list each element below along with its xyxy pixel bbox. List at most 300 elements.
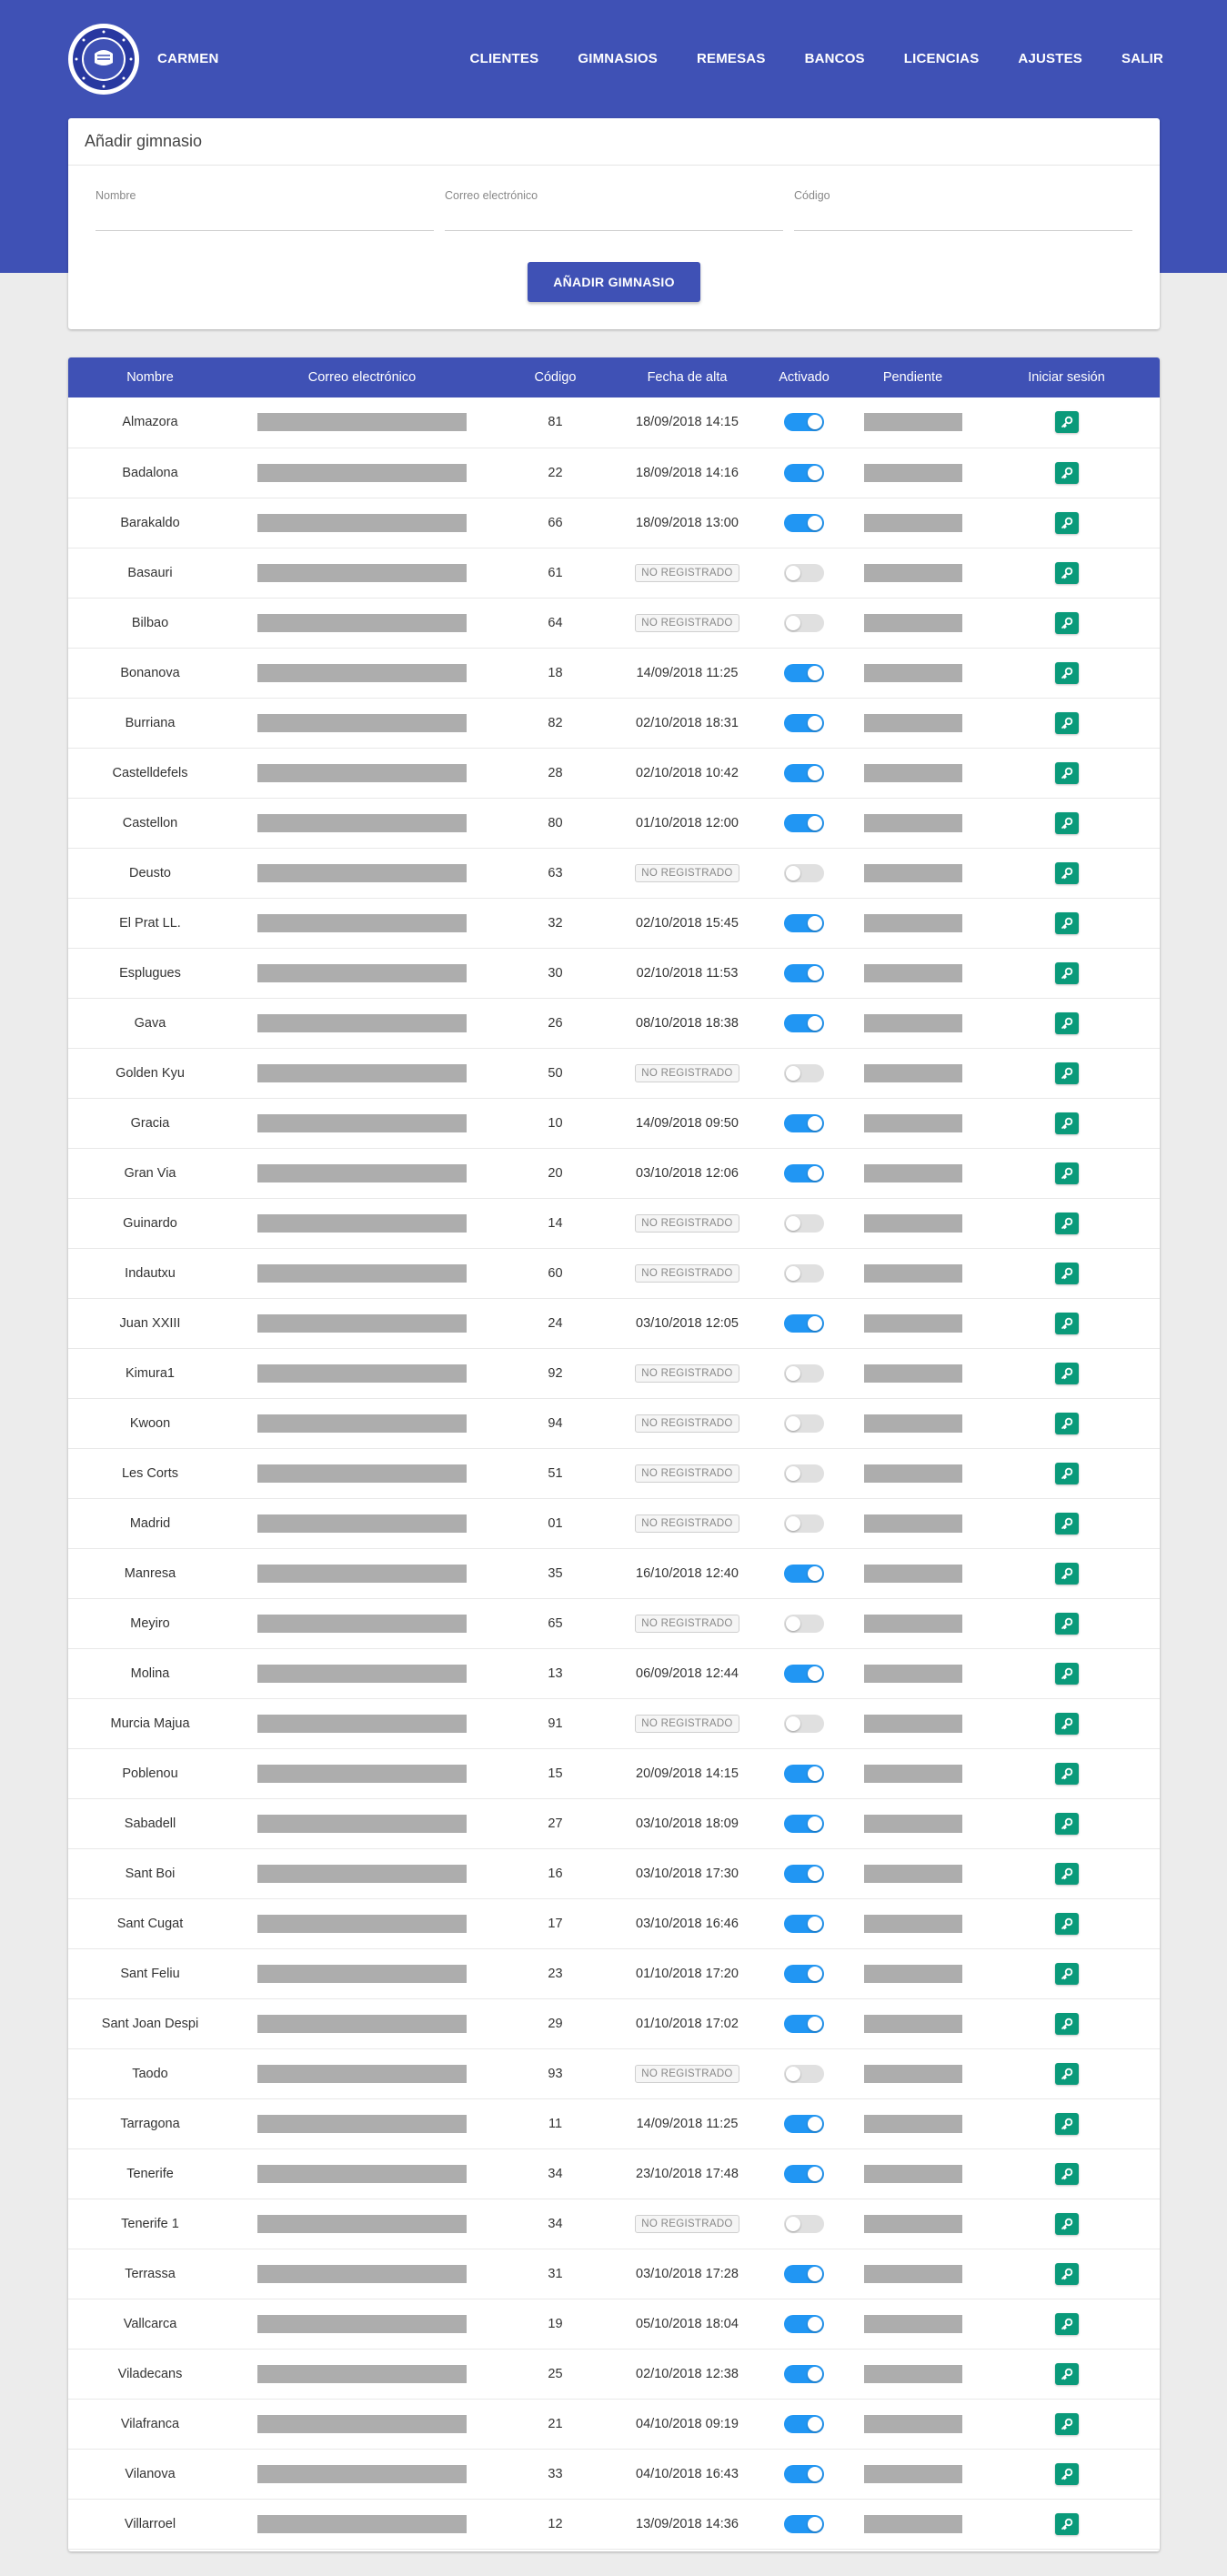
name-cell: Tenerife [126, 2166, 174, 2181]
active-toggle[interactable] [784, 2365, 824, 2383]
login-button[interactable] [1055, 962, 1079, 984]
login-button[interactable] [1055, 1463, 1079, 1484]
name-cell: Gracia [130, 1115, 170, 1131]
redacted-email [257, 1965, 467, 1983]
col-codigo[interactable]: Código [534, 370, 577, 385]
active-toggle[interactable] [784, 464, 824, 482]
code-field-group [794, 189, 1132, 231]
name-cell: Burriana [125, 715, 176, 730]
code-cell: 27 [548, 1816, 563, 1831]
add-gym-button[interactable]: AÑADIR GIMNASIO [528, 262, 700, 302]
active-toggle[interactable] [784, 2315, 824, 2333]
login-cell [973, 798, 1160, 848]
name-cell: Juan XXIII [119, 1315, 181, 1331]
active-toggle[interactable] [784, 1715, 824, 1733]
active-toggle[interactable] [784, 764, 824, 782]
redacted-pending [864, 964, 962, 982]
key-icon [1061, 817, 1073, 830]
name-label: Nombre [96, 189, 136, 202]
login-button[interactable] [1055, 2463, 1079, 2485]
email-cell [232, 748, 492, 798]
date-cell: 02/10/2018 12:38 [636, 2366, 739, 2381]
login-button[interactable] [1055, 2513, 1079, 2535]
active-toggle[interactable] [784, 2515, 824, 2533]
active-toggle[interactable] [784, 1815, 824, 1833]
active-toggle[interactable] [784, 1114, 824, 1132]
redacted-pending [864, 2515, 962, 2533]
active-cell [756, 1348, 852, 1398]
toggle-knob [808, 2467, 822, 2481]
active-toggle[interactable] [784, 2115, 824, 2133]
redacted-pending [864, 1064, 962, 1082]
date-cell: 01/10/2018 17:20 [636, 1966, 739, 1981]
active-toggle[interactable] [784, 2165, 824, 2183]
date-cell: 05/10/2018 18:04 [636, 2316, 739, 2331]
login-button[interactable] [1055, 2213, 1079, 2235]
pending-cell [852, 2499, 973, 2549]
toggle-knob [808, 2017, 822, 2031]
name-cell: Deusto [129, 865, 171, 880]
pending-cell [852, 1948, 973, 1998]
login-button[interactable] [1055, 2063, 1079, 2085]
redacted-email [257, 564, 467, 582]
active-cell [756, 1198, 852, 1248]
active-toggle[interactable] [784, 964, 824, 982]
login-cell [973, 1098, 1160, 1148]
col-iniciar-sesion[interactable]: Iniciar sesión [1028, 370, 1105, 385]
redacted-email [257, 464, 467, 482]
redacted-pending [864, 2315, 962, 2333]
unregistered-badge: NO REGISTRADO [635, 1064, 739, 1082]
name-cell: Gran Via [124, 1165, 176, 1181]
login-button[interactable] [1055, 1313, 1079, 1334]
active-cell [756, 898, 852, 948]
redacted-pending [864, 764, 962, 782]
email-input[interactable] [445, 202, 783, 231]
name-cell: Gava [134, 1015, 166, 1031]
col-nombre[interactable]: Nombre [126, 370, 174, 385]
code-cell: 23 [548, 1966, 563, 1981]
federation-logo[interactable] [68, 24, 139, 95]
date-cell [619, 1348, 756, 1398]
active-toggle[interactable] [784, 1214, 824, 1233]
nav-clientes[interactable]: CLIENTES [469, 51, 539, 66]
active-toggle[interactable] [784, 914, 824, 932]
date-cell: 14/09/2018 11:25 [636, 2116, 739, 2131]
active-toggle[interactable] [784, 1865, 824, 1883]
redacted-pending [864, 2265, 962, 2283]
pending-cell [852, 1048, 973, 1098]
login-button[interactable] [1055, 2263, 1079, 2285]
login-button[interactable] [1055, 2013, 1079, 2035]
login-cell [973, 598, 1160, 648]
nav-bancos[interactable]: BANCOS [804, 51, 865, 66]
key-icon [1061, 2068, 1073, 2080]
login-button[interactable] [1055, 462, 1079, 484]
email-cell [232, 1048, 492, 1098]
active-toggle[interactable] [784, 2265, 824, 2283]
pending-cell [852, 1848, 973, 1898]
active-toggle[interactable] [784, 1615, 824, 1633]
redacted-pending [864, 2015, 962, 2033]
date-cell [619, 1448, 756, 1498]
active-toggle[interactable] [784, 614, 824, 632]
code-input[interactable] [794, 202, 1132, 231]
nav-ajustes[interactable]: AJUSTES [1018, 51, 1082, 66]
active-cell [756, 2098, 852, 2148]
code-cell: 80 [548, 815, 563, 830]
active-cell [756, 1498, 852, 1548]
login-button[interactable] [1055, 762, 1079, 784]
email-cell [232, 1298, 492, 1348]
pending-cell [852, 2199, 973, 2249]
email-cell [232, 1098, 492, 1148]
active-cell [756, 2499, 852, 2549]
date-cell: 08/10/2018 18:38 [636, 1015, 739, 1031]
login-button[interactable] [1055, 1513, 1079, 1535]
key-icon [1061, 517, 1073, 529]
table-row [68, 2098, 1160, 2148]
redacted-pending [864, 1615, 962, 1633]
redacted-email [257, 1865, 467, 1883]
login-button[interactable] [1055, 612, 1079, 634]
active-toggle[interactable] [784, 1915, 824, 1933]
code-cell: 61 [548, 565, 563, 580]
login-cell [973, 648, 1160, 698]
key-icon [1061, 767, 1073, 780]
redacted-email [257, 1915, 467, 1933]
active-cell [756, 2299, 852, 2349]
login-button[interactable] [1055, 1713, 1079, 1735]
code-cell: 93 [548, 2066, 563, 2081]
table-row [68, 1748, 1160, 1798]
email-cell [232, 2048, 492, 2098]
toggle-knob [808, 415, 822, 429]
active-cell [756, 2349, 852, 2399]
pending-cell [852, 1798, 973, 1848]
name-cell: Esplugues [119, 965, 181, 981]
name-cell: Les Corts [121, 1465, 179, 1481]
toggle-knob [808, 2317, 822, 2331]
code-cell: 12 [548, 2516, 563, 2531]
login-button[interactable] [1055, 512, 1079, 534]
active-toggle[interactable] [784, 2215, 824, 2233]
key-icon [1061, 2368, 1073, 2380]
key-icon [1061, 917, 1073, 930]
table-row [68, 698, 1160, 748]
active-toggle[interactable] [784, 2015, 824, 2033]
email-cell [232, 648, 492, 698]
login-button[interactable] [1055, 912, 1079, 934]
login-cell [973, 1848, 1160, 1898]
login-button[interactable] [1055, 862, 1079, 884]
redacted-pending [864, 1815, 962, 1833]
login-button[interactable] [1055, 1913, 1079, 1935]
code-cell: 28 [548, 765, 563, 780]
active-toggle[interactable] [784, 2065, 824, 2083]
code-cell: 29 [548, 2016, 563, 2031]
pending-cell [852, 598, 973, 648]
login-button[interactable] [1055, 812, 1079, 834]
pending-cell [852, 397, 973, 448]
code-cell: 10 [548, 1115, 563, 1131]
toggle-knob [786, 616, 800, 630]
date-cell [619, 1048, 756, 1098]
email-cell [232, 1948, 492, 1998]
table-row [68, 1148, 1160, 1198]
email-cell [232, 948, 492, 998]
name-cell: Sant Boi [125, 1866, 176, 1881]
login-button[interactable] [1055, 1563, 1079, 1585]
date-cell: 16/10/2018 12:40 [636, 1565, 739, 1581]
name-cell: Bonanova [120, 665, 180, 680]
active-cell [756, 1548, 852, 1598]
table-row [68, 948, 1160, 998]
redacted-email [257, 2015, 467, 2033]
login-button[interactable] [1055, 1363, 1079, 1384]
table-row [68, 548, 1160, 598]
redacted-email [257, 2065, 467, 2083]
name-cell: Sant Cugat [116, 1916, 184, 1931]
pending-cell [852, 998, 973, 1048]
redacted-email [257, 714, 467, 732]
name-cell: Molina [130, 1665, 170, 1681]
key-icon [1061, 1217, 1073, 1230]
email-cell [232, 798, 492, 848]
nav-gimnasios[interactable]: GIMNASIOS [578, 51, 658, 66]
active-toggle[interactable] [784, 664, 824, 682]
name-cell: Vilanova [125, 2466, 176, 2481]
login-button[interactable] [1055, 2313, 1079, 2335]
login-button[interactable] [1055, 662, 1079, 684]
active-cell [756, 2449, 852, 2499]
code-cell: 25 [548, 2366, 563, 2381]
login-button[interactable] [1055, 1613, 1079, 1635]
date-cell: 14/09/2018 11:25 [636, 665, 739, 680]
login-cell [973, 1598, 1160, 1648]
table-row [68, 1298, 1160, 1348]
login-button[interactable] [1055, 1162, 1079, 1184]
login-button[interactable] [1055, 1663, 1079, 1685]
unregistered-badge: NO REGISTRADO [635, 1514, 739, 1533]
add-gym-title: Añadir gimnasio [68, 118, 1160, 166]
active-toggle[interactable] [784, 2465, 824, 2483]
login-button[interactable] [1055, 1763, 1079, 1785]
login-button[interactable] [1055, 1963, 1079, 1985]
active-toggle[interactable] [784, 1464, 824, 1483]
nav-salir[interactable]: SALIR [1121, 51, 1163, 66]
unregistered-badge: NO REGISTRADO [635, 2215, 739, 2233]
email-cell [232, 397, 492, 448]
key-icon [1061, 2268, 1073, 2280]
redacted-pending [864, 1915, 962, 1933]
date-cell: 03/10/2018 17:28 [636, 2266, 739, 2281]
pending-cell [852, 1448, 973, 1498]
login-button[interactable] [1055, 1062, 1079, 1084]
login-cell [973, 498, 1160, 548]
code-cell: 66 [548, 515, 563, 530]
nav-licencias[interactable]: LICENCIAS [903, 51, 980, 66]
name-cell: Terrassa [125, 2266, 176, 2281]
redacted-pending [864, 1414, 962, 1433]
active-toggle[interactable] [784, 514, 824, 532]
login-button[interactable] [1055, 411, 1079, 433]
redacted-pending [864, 2215, 962, 2233]
pending-cell [852, 1348, 973, 1398]
pending-cell [852, 948, 973, 998]
active-cell [756, 1098, 852, 1148]
unregistered-badge: NO REGISTRADO [635, 1264, 739, 1283]
name-cell: Taodo [132, 2066, 168, 2081]
toggle-knob [786, 1716, 800, 1731]
redacted-email [257, 2415, 467, 2433]
login-button[interactable] [1055, 2413, 1079, 2435]
table-row [68, 2349, 1160, 2399]
redacted-pending [864, 1565, 962, 1583]
active-toggle[interactable] [784, 1765, 824, 1783]
login-cell [973, 1248, 1160, 1298]
name-cell: Vallcarca [123, 2316, 177, 2331]
active-toggle[interactable] [784, 1965, 824, 1983]
pending-cell [852, 898, 973, 948]
col-activado[interactable]: Activado [779, 370, 830, 385]
active-cell [756, 598, 852, 648]
unregistered-badge: NO REGISTRADO [635, 1715, 739, 1733]
login-button[interactable] [1055, 1012, 1079, 1034]
login-button[interactable] [1055, 1863, 1079, 1885]
email-cell [232, 2199, 492, 2249]
date-cell [619, 2048, 756, 2098]
key-icon [1061, 1067, 1073, 1080]
key-icon [1061, 667, 1073, 679]
unregistered-badge: NO REGISTRADO [635, 864, 739, 882]
redacted-pending [864, 714, 962, 732]
table-row [68, 598, 1160, 648]
login-button[interactable] [1055, 562, 1079, 584]
active-toggle[interactable] [784, 1014, 824, 1032]
key-icon [1061, 1667, 1073, 1680]
code-cell: 21 [548, 2416, 563, 2431]
table-row [68, 2048, 1160, 2098]
key-icon [1061, 1267, 1073, 1280]
pending-cell [852, 548, 973, 598]
login-button[interactable] [1055, 1413, 1079, 1434]
top-navigation [68, 25, 1163, 93]
key-icon [1061, 2518, 1073, 2531]
redacted-pending [864, 1765, 962, 1783]
col-pendiente[interactable]: Pendiente [882, 370, 943, 385]
toggle-knob [808, 2167, 822, 2181]
toggle-knob [808, 816, 822, 830]
nav-remesas[interactable]: REMESAS [696, 51, 766, 66]
email-cell [232, 2399, 492, 2449]
pending-cell [852, 2449, 973, 2499]
code-cell: 20 [548, 1165, 563, 1181]
redacted-pending [864, 1314, 962, 1333]
date-cell [619, 2199, 756, 2249]
active-cell [756, 748, 852, 798]
active-toggle[interactable] [784, 2415, 824, 2433]
active-toggle[interactable] [784, 864, 824, 882]
pending-cell [852, 2299, 973, 2349]
login-button[interactable] [1055, 1213, 1079, 1234]
login-button[interactable] [1055, 1112, 1079, 1134]
active-toggle[interactable] [784, 1565, 824, 1583]
login-button[interactable] [1055, 2163, 1079, 2185]
login-button[interactable] [1055, 712, 1079, 734]
active-toggle[interactable] [784, 814, 824, 832]
active-cell [756, 1598, 852, 1648]
active-toggle[interactable] [784, 1264, 824, 1283]
toggle-knob [808, 666, 822, 680]
email-cell [232, 1548, 492, 1598]
login-button[interactable] [1055, 1813, 1079, 1835]
login-cell [973, 1748, 1160, 1798]
unregistered-badge: NO REGISTRADO [635, 614, 739, 632]
col-correo[interactable]: Correo electrónico [307, 370, 417, 385]
code-cell: 13 [548, 1665, 563, 1681]
toggle-knob [808, 1016, 822, 1031]
active-toggle[interactable] [784, 1665, 824, 1683]
key-icon [1061, 967, 1073, 980]
name-cell: Poblenou [122, 1766, 178, 1781]
key-icon [1061, 467, 1073, 479]
code-cell: 92 [548, 1365, 563, 1381]
login-button[interactable] [1055, 1263, 1079, 1284]
login-button[interactable] [1055, 2113, 1079, 2135]
code-cell: 26 [548, 1015, 563, 1031]
code-cell: 81 [548, 415, 563, 430]
active-cell [756, 1448, 852, 1498]
key-icon [1061, 1967, 1073, 1980]
email-cell [232, 548, 492, 598]
key-icon [1061, 1167, 1073, 1180]
toggle-knob [808, 916, 822, 931]
name-input[interactable] [96, 202, 434, 231]
email-cell [232, 1348, 492, 1398]
redacted-email [257, 2465, 467, 2483]
name-cell: Golden Kyu [116, 1065, 185, 1081]
login-button[interactable] [1055, 2363, 1079, 2385]
col-fecha-alta[interactable]: Fecha de alta [647, 370, 728, 385]
redacted-email [257, 2165, 467, 2183]
key-icon [1061, 1617, 1073, 1630]
table-row [68, 748, 1160, 798]
pending-cell [852, 1998, 973, 2048]
active-toggle[interactable] [784, 1364, 824, 1383]
active-toggle[interactable] [784, 1064, 824, 1082]
active-toggle[interactable] [784, 564, 824, 582]
login-cell [973, 1398, 1160, 1448]
login-cell [973, 2299, 1160, 2349]
name-cell: Villarroel [124, 2516, 176, 2531]
redacted-pending [864, 864, 962, 882]
toggle-knob [808, 1316, 822, 1331]
active-toggle[interactable] [784, 1414, 824, 1433]
active-toggle[interactable] [784, 413, 824, 431]
login-cell [973, 448, 1160, 498]
pending-cell [852, 2399, 973, 2449]
active-toggle[interactable] [784, 1514, 824, 1533]
table-row [68, 2199, 1160, 2249]
active-cell [756, 2148, 852, 2199]
code-cell: 30 [548, 965, 563, 981]
toggle-knob [786, 1366, 800, 1381]
active-toggle[interactable] [784, 1164, 824, 1182]
date-cell: 23/10/2018 17:48 [636, 2166, 739, 2181]
active-toggle[interactable] [784, 1314, 824, 1333]
active-toggle[interactable] [784, 714, 824, 732]
